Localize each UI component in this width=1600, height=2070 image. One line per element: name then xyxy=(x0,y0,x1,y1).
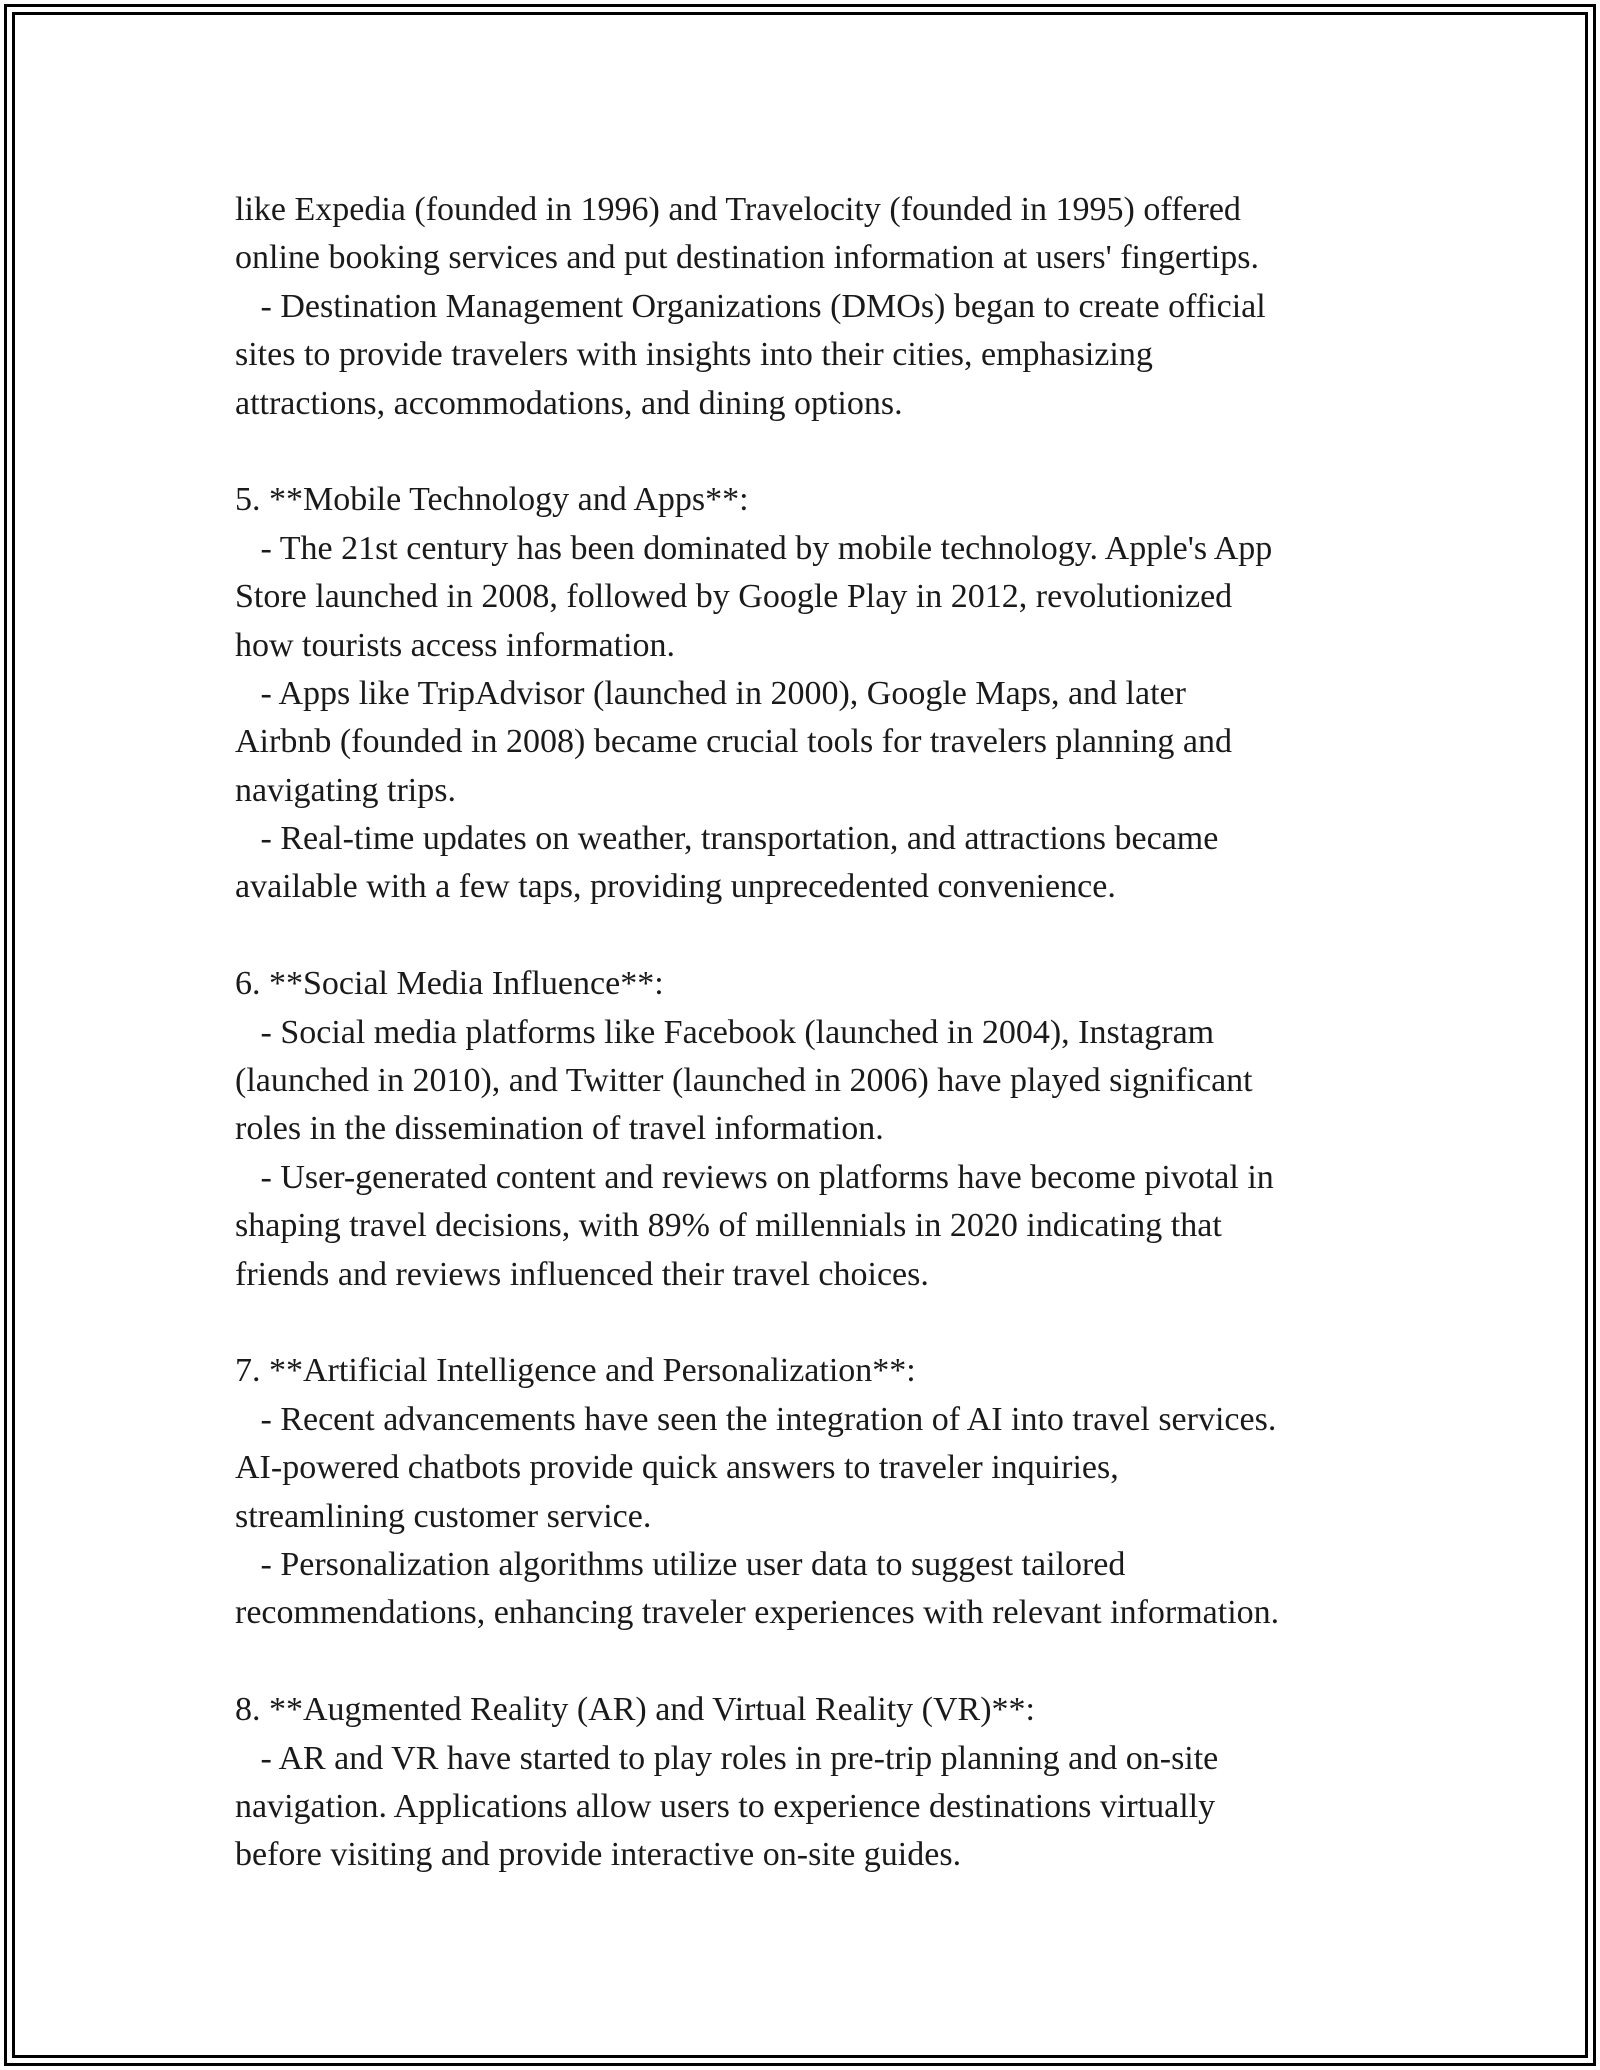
text-line xyxy=(235,1299,1415,1347)
text-line xyxy=(235,912,1415,960)
text-line: 5. **Mobile Technology and Apps**: xyxy=(235,481,749,519)
text-line: - Social media platforms like Facebook (launched in 2004), Instagram xyxy=(235,1013,1215,1051)
text-line: 8. **Augmented Reality (AR) and Virtual Reality (VR)**: xyxy=(235,1691,1035,1729)
text-line: - Apps like TripAdvisor (launched in 2000), Google Maps, and later xyxy=(235,674,1186,712)
text-line: attractions, accommodations, and dining options. xyxy=(235,384,903,422)
text-line: friends and reviews influenced their travel choices. xyxy=(235,1255,929,1293)
text-line: how tourists access information. xyxy=(235,626,676,664)
text-line: available with a few taps, providing unprecedented convenience. xyxy=(235,868,1116,906)
document-body xyxy=(235,186,1415,1880)
text-line: - The 21st century has been dominated by mobile technology. Apple's App xyxy=(235,529,1273,567)
text-line: 6. **Social Media Influence**: xyxy=(235,965,664,1003)
text-line: sites to provide travelers with insights into their cities, emphasizing xyxy=(235,336,1153,374)
text-line: 7. **Artificial Intelligence and Personalization**: xyxy=(235,1352,916,1390)
text-line: - User-generated content and reviews on platforms have become pivotal in xyxy=(235,1158,1274,1196)
text-line: Airbnb (founded in 2008) became crucial tools for travelers planning and xyxy=(235,723,1233,761)
text-line: recommendations, enhancing traveler experiences with relevant information. xyxy=(235,1594,1280,1632)
text-line: - Destination Management Organizations (DMOs) began to create official xyxy=(235,287,1266,325)
text-line: - Personalization algorithms utilize user data to suggest tailored xyxy=(235,1545,1126,1583)
text-line: navigation. Applications allow users to experience destinations virtually xyxy=(235,1787,1216,1825)
text-line: - Recent advancements have seen the integration of AI into travel services. xyxy=(235,1400,1277,1438)
text-line: (launched in 2010), and Twitter (launched in 2006) have played significant xyxy=(235,1062,1253,1100)
text-line xyxy=(235,1638,1415,1686)
text-line: online booking services and put destination information at users' fingertips. xyxy=(235,239,1260,277)
text-line: Store launched in 2008, followed by Google Play in 2012, revolutionized xyxy=(235,578,1233,616)
text-line: - AR and VR have started to play roles in pre-trip planning and on-site xyxy=(235,1739,1219,1777)
text-line: streamlining customer service. xyxy=(235,1497,652,1535)
text-line: AI-powered chatbots provide quick answers to traveler inquiries, xyxy=(235,1449,1119,1487)
text-line: before visiting and provide interactive on-site guides. xyxy=(235,1836,962,1874)
text-line xyxy=(235,428,1415,476)
text-line: like Expedia (founded in 1996) and Travelocity (founded in 1995) offered xyxy=(235,191,1241,228)
text-line: navigating trips. xyxy=(235,771,456,809)
text-line: - Real-time updates on weather, transportation, and attractions became xyxy=(235,820,1219,858)
text-line: shaping travel decisions, with 89% of millennials in 2020 indicating that xyxy=(235,1207,1222,1245)
text-line: roles in the dissemination of travel information. xyxy=(235,1110,884,1148)
